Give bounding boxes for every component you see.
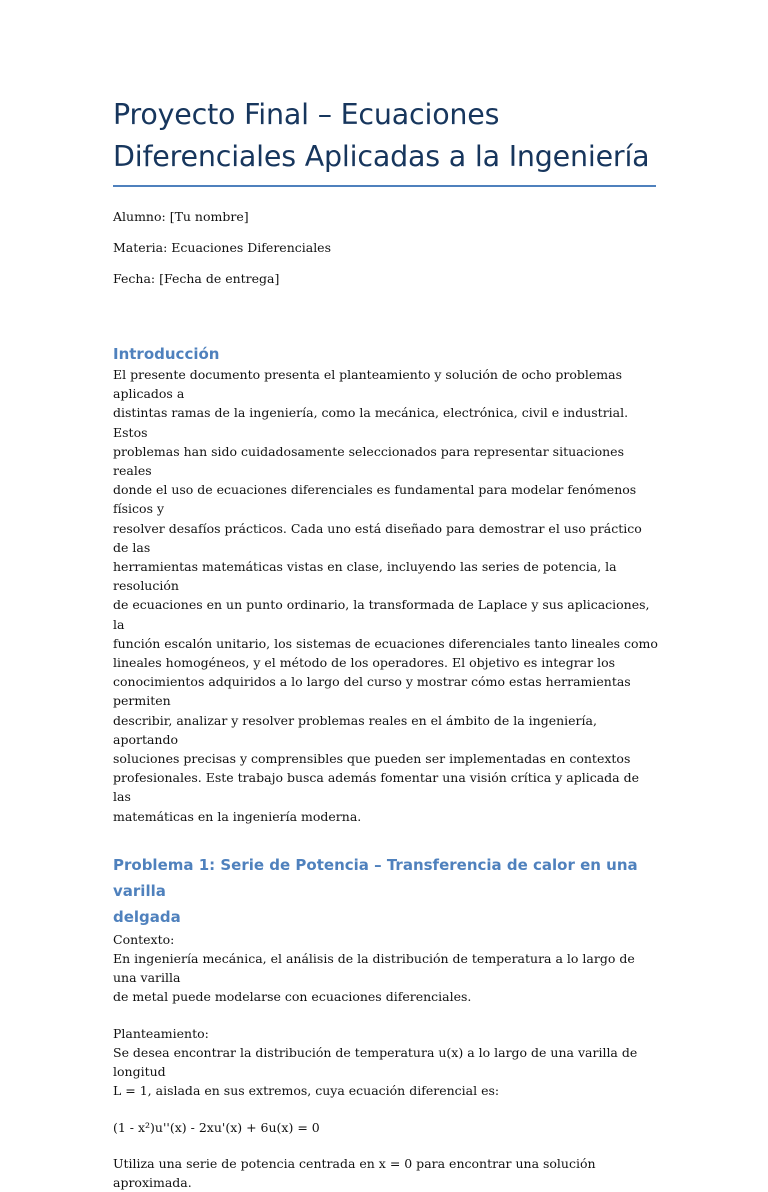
intro-line: El presente documento presenta el planteamiento y solución de ocho problemas aplicados a — [113, 367, 623, 402]
problem-1-heading-line-2: delgada — [113, 907, 181, 926]
introduction-body — [113, 365, 658, 826]
title-line-2: Diferenciales Aplicadas a la Ingeniería — [113, 140, 650, 173]
intro-line: donde el uso de ecuaciones diferenciales es fundamental para modelar fenómenos físicos y — [113, 482, 637, 517]
spacer — [113, 1007, 658, 1024]
date-line: Fecha: [Fecha de entrega] — [113, 271, 280, 286]
context-line: de metal puede modelarse con ecuaciones diferenciales. — [113, 989, 472, 1005]
context-line: En ingeniería mecánica, el análisis de la distribución de temperatura a lo largo de una varilla — [113, 951, 635, 986]
problem-1-heading-line-1: Problema 1: Serie de Potencia – Transferencia de calor en una varilla — [113, 855, 638, 900]
statement-line: L = 1, aislada en sus extremos, cuya ecuación diferencial es: — [113, 1083, 500, 1099]
spacer — [113, 1137, 658, 1154]
problem-1-instruction: Utiliza una serie de potencia centrada en x = 0 para encontrar una solución aproximada. — [113, 1155, 596, 1190]
intro-line: matemáticas en la ingeniería moderna. — [113, 808, 362, 824]
intro-line: soluciones precisas y comprensibles que pueden ser implementadas en contextos — [113, 751, 631, 767]
intro-line: de ecuaciones en un punto ordinario, la transformada de Laplace y sus aplicaciones, la — [113, 597, 650, 632]
title-underline — [113, 185, 656, 187]
student-line: Alumno: [Tu nombre] — [113, 209, 249, 224]
intro-line: resolver desafíos prácticos. Cada uno está diseñado para demostrar el uso práctico de las — [113, 520, 642, 555]
intro-line: profesionales. Este trabajo busca además fomentar una visión crítica y aplicada de las — [113, 770, 639, 805]
intro-line: problemas han sido cuidadosamente seleccionados para representar situaciones reales — [113, 443, 624, 479]
problem-1-context — [113, 930, 658, 1007]
problem-1-statement — [113, 1024, 658, 1101]
intro-line: conocimientos adquiridos a lo largo del curso y mostrar cómo estas herramientas permiten — [113, 674, 631, 709]
intro-line: herramientas matemáticas vistas en clase, incluyendo las series de potencia, la resolución — [113, 559, 617, 594]
title-line-1: Proyecto Final – Ecuaciones — [113, 98, 500, 131]
statement-line: Se desea encontrar la distribución de temperatura u(x) a lo largo de una varilla de longitud — [113, 1044, 638, 1080]
intro-line: describir, analizar y resolver problemas reales en el ámbito de la ingeniería, aportando — [113, 712, 597, 747]
document-meta — [113, 209, 658, 287]
problem-1-heading — [113, 852, 658, 930]
intro-line: lineales homogéneos, y el método de los operadores. El objetivo es integrar los — [113, 655, 616, 671]
intro-line: función escalón unitario, los sistemas de ecuaciones diferenciales tanto lineales como — [113, 635, 658, 651]
statement-label: Planteamiento: — [113, 1025, 209, 1041]
document-title — [113, 94, 658, 178]
introduction-heading: Introducción — [113, 345, 220, 363]
spacer — [113, 1101, 658, 1118]
intro-line: distintas ramas de la ingeniería, como la mecánica, electrónica, civil e industrial. Estos — [113, 405, 629, 440]
differential-equation: (1 - x²)u''(x) - 2xu'(x) + 6u(x) = 0 — [113, 1119, 320, 1135]
context-label: Contexto: — [113, 931, 175, 947]
subject-line: Materia: Ecuaciones Diferenciales — [113, 240, 331, 255]
